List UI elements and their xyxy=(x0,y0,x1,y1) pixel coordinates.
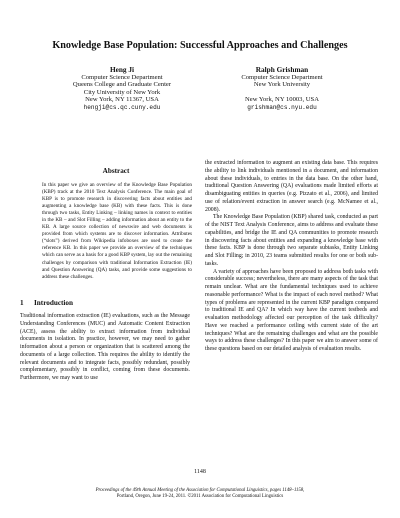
paper-title: Knowledge Base Population: Successful Approaches and Challenges xyxy=(52,40,348,51)
author-affiliation-line: New York University xyxy=(253,81,311,89)
abstract-heading: Abstract xyxy=(102,167,130,175)
author-name: Heng Ji xyxy=(109,65,135,74)
author-block-2 xyxy=(212,66,352,112)
author-block-1 xyxy=(52,66,192,112)
introduction-text-right xyxy=(205,160,378,354)
footer-line-2: Portland, Oregon, June 19-24, 2011. ©2011 Association for Computational Linguistics xyxy=(116,494,284,499)
section-title: Introduction xyxy=(34,299,74,307)
author-affiliation-line: Computer Science Department xyxy=(81,73,163,81)
author-affiliation-line: Queens College and Graduate Center xyxy=(72,81,172,89)
body-paragraph: the extracted information to augment an existing data base. This requires the ability to link individuals mentioned in a document, and information about these individuals, to entries in the data base. On the other hand, traditional Question Answering (QA) evaluations made limited efforts at disambiguating entities in queries (e.g. Pizzato et al., 2006), and limited use of relation/event extraction in answer search (e.g. McNamee et al., 2008). xyxy=(205,160,378,213)
section-heading xyxy=(20,299,190,307)
author-affiliation-line: City University of New York xyxy=(83,88,161,96)
section-number: 1 xyxy=(20,299,24,307)
author-address-line: New York, NY 10003, USA xyxy=(245,96,319,104)
author-name: Ralph Grishman xyxy=(255,65,309,74)
page-number: 1148 xyxy=(194,469,206,475)
author-email: hengji@cs.qc.cuny.edu xyxy=(83,103,161,111)
author-affiliation-line: Computer Science Department xyxy=(241,73,323,81)
footer-line-1: Proceedings of the 49th Annual Meeting of the Association for Computational Linguistics, pages 1148–1158, xyxy=(95,488,305,493)
abstract-text: In this paper we give an overview of the Knowledge Base Population (KBP) track at the 2010 Text Analysis Conference. The main goal of KBP is to promote research in discovering facts about entities and augmenting a knowledge base (KB) with these facts. This is done through two tasks, Entity Linking – linking names in context to entities in the KB – and Slot Filling – adding information about an entity to the KB. A large source collection of newswire and web documents is provided from which systems are to discover information. Attributes (“slots”) derived from Wikipedia infoboxes are used to create the reference KB. In this paper we provide an overview of the techniques which can serve as a basis for a good KBP system, lay out the remaining challenges by comparison with traditional Information Extraction (IE) and Question Answering (QA) tasks, and provide some suggestions to address these challenges. xyxy=(42,182,192,280)
body-paragraph: A variety of approaches have been proposed to address both tasks with considerable success; nevertheless, there are many aspects of the task that remain unclear. What are the fundamental techniques used to achieve reasonable performance? What is the impact of each novel method? What types of problems are represented in the current KBP paradigm compared to traditional IE and QA? In which way have the current testbeds and evaluation methodology affected our perception of the task difficulty? Have we reached a performance ceiling with current state of the art techniques? What are the remaining challenges and what are the possible ways to address these challenges? In this paper we aim to answer some of these questions based on our detailed analysis of evaluation results. xyxy=(205,268,378,352)
body-paragraph: The Knowledge Base Population (KBP) shared task, conducted as part of the NIST Text Analysis Conference, aims to address and evaluate these capabilities, and bridge the IE and QA communities to promote research in discovering facts about entities and expanding a knowledge base with these facts. KBP is done through two separate subtasks, Entity Linking and Slot Filling; in 2010, 23 teams submitted results for one or both sub-tasks. xyxy=(205,214,378,267)
introduction-text-left xyxy=(20,313,190,383)
proceedings-footer xyxy=(40,488,360,500)
author-address-line: New York, NY 11367, USA xyxy=(85,96,159,104)
body-paragraph: Traditional information extraction (IE) evaluations, such as the Message Understanding Conferences (MUC) and Automatic Content Extraction (ACE), assess the ability to extract information from individual documents in isolation. In practice, however, we may need to gather information about a person or organization that is scattered among the documents of a large collection. This requires the ability to identify the relevant documents and to integrate facts, possibly redundant, possibly complementary, possibly in conflict, coming from these documents. Furthermore, we may want to use xyxy=(20,313,190,381)
author-email: grishman@cs.nyu.edu xyxy=(247,103,317,111)
author-spacer xyxy=(212,89,352,97)
